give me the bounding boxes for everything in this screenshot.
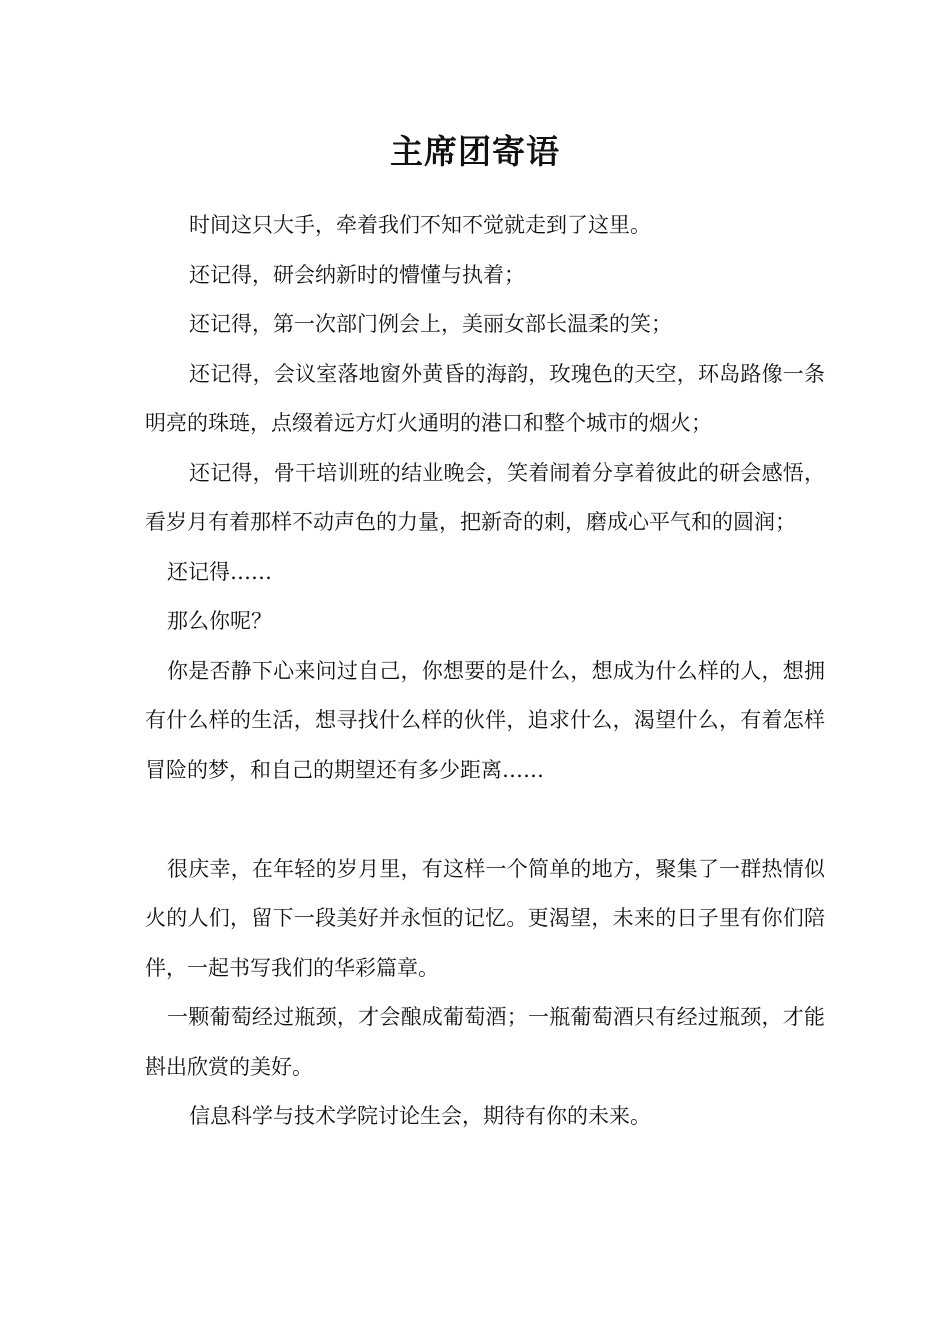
- paragraph-what-about-you: 那么你呢？: [167, 609, 272, 633]
- paragraph-fortunate: 很庆幸，在年轻的岁月里，有这样一个简单的地方，聚集了一群热情似火的人们，留下一段美好并永恒的记忆。更渴望，未来的日子里有你们陪伴，一起书写我们的华彩篇章。: [145, 856, 825, 980]
- paragraph-closing: 信息科学与技术学院讨论生会，期待有你的未来。: [189, 1104, 651, 1128]
- blank-line: [145, 795, 825, 845]
- paragraph-ask-yourself: 你是否静下心来问过自己，你想要的是什么，想成为什么样的人，想拥有什么样的生活，想寻找什么样的伙伴，追求什么，渴望什么，有着怎样冒险的梦，和自己的期望还有多少距离……: [145, 658, 825, 782]
- paragraph-grape-wine: 一颗葡萄经过瓶颈，才会酿成葡萄酒；一瓶葡萄酒只有经过瓶颈，才能斟出欣赏的美好。: [145, 1005, 825, 1079]
- paragraph-recruitment: 还记得，研会纳新时的懵懂与执着；: [189, 262, 525, 287]
- document-body: [145, 201, 825, 1142]
- paragraph-training-party: 还记得，骨干培训班的结业晚会，笑着闹着分享着彼此的研会感悟，看岁月有着那样不动声色的力量，把新奇的刺，磨成心平气和的圆润；: [145, 460, 825, 534]
- paragraph-meeting-room: 还记得，会议室落地窗外黄昏的海韵，玫瑰色的天空，环岛路像一条明亮的珠琏，点缀着远方灯火通明的港口和整个城市的烟火；: [145, 361, 825, 435]
- paragraph-remember-ellipsis: 还记得……: [167, 559, 272, 584]
- page-title: 主席团寄语: [390, 132, 560, 171]
- paragraph-time: 时间这只大手，牵着我们不知不觉就走到了这里。: [189, 213, 651, 237]
- paragraph-first-meeting: 还记得，第一次部门例会上，美丽女部长温柔的笑；: [189, 312, 672, 336]
